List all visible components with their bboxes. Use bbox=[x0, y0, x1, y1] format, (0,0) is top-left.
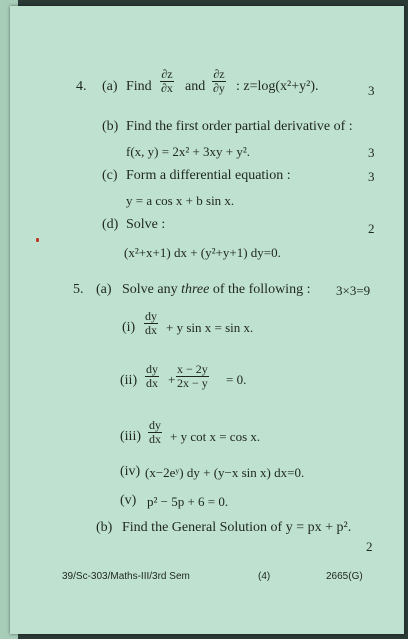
q4a-expression: : z=log(x²+y²). bbox=[236, 79, 319, 94]
q4b-marks: 3 bbox=[368, 145, 375, 160]
q5a-item-v-expression: p² − 5p + 6 = 0. bbox=[147, 494, 229, 509]
q4a-and: and bbox=[185, 79, 206, 94]
q5a-item-ii-den: dx bbox=[146, 375, 158, 390]
footer-page-number: (4) bbox=[258, 571, 271, 582]
q4a-partial-zx-num: ∂z bbox=[161, 67, 173, 81]
q5a-item-iv-expression: (x−2eʸ) dy + (y−x sin x) dx=0. bbox=[145, 465, 305, 480]
q5a-item-ii-num2: x − 2y bbox=[177, 362, 208, 376]
q5a-item-ii-num: dy bbox=[146, 362, 158, 376]
q4-number: 4. bbox=[76, 79, 87, 94]
q4d-label: (d) bbox=[102, 217, 119, 232]
q5a-item-iii-label: (iii) bbox=[120, 429, 141, 444]
q4a-partial-zx-den: ∂x bbox=[161, 80, 173, 95]
q5a-item-i-label: (i) bbox=[122, 320, 136, 335]
q5a-item-i-num: dy bbox=[145, 309, 157, 323]
q5a-item-ii-dydx bbox=[145, 363, 159, 389]
q5a-item-iii-den: dx bbox=[149, 431, 161, 446]
q4b-text: Find the first order partial derivative of : bbox=[126, 119, 353, 134]
q5a-item-ii-den2: 2x − y bbox=[177, 375, 208, 390]
q5b-marks: 2 bbox=[366, 539, 373, 554]
q5a-text-post: of the following : bbox=[212, 282, 311, 297]
q5a-label: (a) bbox=[96, 282, 112, 297]
q4c-marks: 3 bbox=[368, 169, 375, 184]
q4b-label: (b) bbox=[102, 119, 119, 134]
q4a-partial-zy bbox=[212, 68, 226, 94]
q4a-marks: 3 bbox=[368, 83, 375, 98]
q4a-partial-zy-num: ∂z bbox=[213, 67, 225, 81]
q5a-item-ii-plus: + bbox=[168, 372, 176, 387]
q5a-item-iii-dydx bbox=[148, 419, 162, 445]
q4c-expression: y = a cos x + b sin x. bbox=[126, 193, 235, 208]
q5b-text: Find the General Solution of y = px + p². bbox=[122, 520, 352, 535]
q5a-item-ii-fraction bbox=[176, 363, 209, 389]
q4d-text: Solve : bbox=[126, 217, 166, 232]
q4a-find: Find bbox=[126, 79, 152, 94]
q5a-item-iii-num: dy bbox=[149, 418, 161, 432]
q5a-item-ii-equals: = 0. bbox=[226, 372, 247, 387]
q5a-item-v-label: (v) bbox=[120, 493, 137, 508]
q4b-expression: f(x, y) = 2x² + 3xy + y². bbox=[126, 144, 251, 159]
red-ink-mark bbox=[36, 238, 39, 242]
q5a-item-iii-expression: + y cot x = cos x. bbox=[170, 429, 261, 444]
footer-course-code: 39/Sc-303/Maths-III/3rd Sem bbox=[62, 571, 190, 582]
q4d-marks: 2 bbox=[368, 221, 375, 236]
q4d-expression: (x²+x+1) dx + (y²+y+1) dy=0. bbox=[124, 245, 281, 260]
q4a-partial-zx bbox=[160, 68, 174, 94]
q5a-item-iv-label: (iv) bbox=[120, 464, 141, 479]
q5a-instruction bbox=[122, 283, 310, 297]
q5a-text-pre: Solve any bbox=[122, 282, 178, 297]
q5a-item-i-expression: + y sin x = sin x. bbox=[166, 320, 254, 335]
q5a-item-i-den: dx bbox=[145, 322, 157, 337]
q4c-text: Form a differential equation : bbox=[126, 168, 291, 183]
q5b-label: (b) bbox=[96, 520, 113, 535]
q5a-marks: 3×3=9 bbox=[336, 283, 371, 298]
q4a-label: (a) bbox=[102, 79, 118, 94]
q5a-item-i-dydx bbox=[144, 310, 158, 336]
q5a-text-italic: three bbox=[181, 282, 210, 297]
q5a-item-ii-label: (ii) bbox=[120, 373, 138, 388]
q5-number: 5. bbox=[73, 282, 84, 297]
q4a-partial-zy-den: ∂y bbox=[213, 80, 225, 95]
q4c-label: (c) bbox=[102, 168, 118, 183]
footer-serial: 2665(G) bbox=[326, 571, 363, 582]
